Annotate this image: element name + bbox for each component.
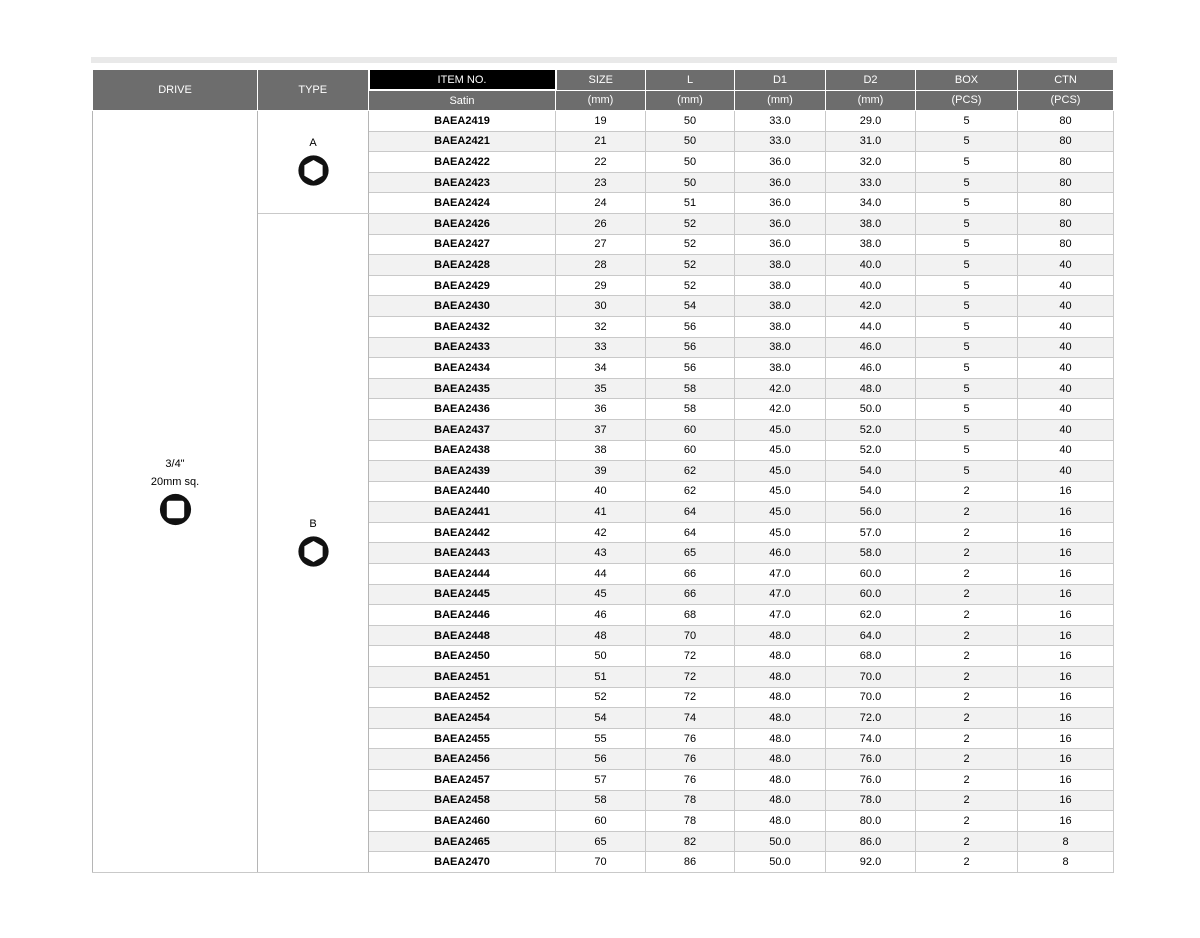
- drive-cell-content: [93, 457, 257, 526]
- item-no-cell: BAEA2421: [369, 131, 556, 152]
- box-cell: 5: [916, 193, 1018, 214]
- ctn-cell: 16: [1018, 708, 1114, 729]
- box-cell: 2: [916, 790, 1018, 811]
- drive-column-header: DRIVE: [93, 69, 258, 111]
- type-cell-a: [258, 111, 369, 214]
- table-header: [93, 69, 1114, 111]
- l-cell: 52: [646, 234, 735, 255]
- l-cell: 68: [646, 605, 735, 626]
- l-cell: 50: [646, 111, 735, 132]
- item-no-cell: BAEA2435: [369, 378, 556, 399]
- l-cell: 82: [646, 831, 735, 852]
- d2-cell: 31.0: [826, 131, 916, 152]
- l-cell: 76: [646, 770, 735, 791]
- item-no-cell: BAEA2422: [369, 152, 556, 173]
- size-cell: 41: [556, 502, 646, 523]
- box-cell: 2: [916, 811, 1018, 832]
- ctn-column-header: CTN: [1018, 69, 1114, 90]
- item-no-cell: BAEA2434: [369, 358, 556, 379]
- drive-cell: [93, 111, 258, 873]
- ctn-cell: 80: [1018, 111, 1114, 132]
- size-cell: 54: [556, 708, 646, 729]
- item-no-cell: BAEA2442: [369, 522, 556, 543]
- d2-cell: 80.0: [826, 811, 916, 832]
- d2-cell: 50.0: [826, 399, 916, 420]
- ctn-cell: 40: [1018, 419, 1114, 440]
- d1-cell: 48.0: [735, 625, 826, 646]
- d1-cell: 36.0: [735, 234, 826, 255]
- ctn-cell: 8: [1018, 852, 1114, 873]
- ctn-cell: 16: [1018, 811, 1114, 832]
- d2-cell: 52.0: [826, 440, 916, 461]
- d1-cell: 50.0: [735, 831, 826, 852]
- size-cell: 23: [556, 172, 646, 193]
- d1-cell: 33.0: [735, 131, 826, 152]
- l-cell: 50: [646, 152, 735, 173]
- ctn-cell: 80: [1018, 152, 1114, 173]
- box-cell: 2: [916, 831, 1018, 852]
- type-cell-b: [258, 213, 369, 872]
- item-no-cell: BAEA2429: [369, 275, 556, 296]
- ctn-cell: 16: [1018, 625, 1114, 646]
- d2-cell: 60.0: [826, 564, 916, 585]
- size-cell: 58: [556, 790, 646, 811]
- ctn-unit-subheader: (PCS): [1018, 90, 1114, 111]
- size-cell: 21: [556, 131, 646, 152]
- item-no-cell: BAEA2423: [369, 172, 556, 193]
- d1-cell: 38.0: [735, 275, 826, 296]
- box-cell: 5: [916, 234, 1018, 255]
- l-cell: 60: [646, 440, 735, 461]
- box-cell: 5: [916, 255, 1018, 276]
- d2-unit-subheader: (mm): [826, 90, 916, 111]
- ctn-cell: 40: [1018, 255, 1114, 276]
- ctn-cell: 80: [1018, 193, 1114, 214]
- ctn-cell: 16: [1018, 522, 1114, 543]
- item-no-cell: BAEA2450: [369, 646, 556, 667]
- size-cell: 24: [556, 193, 646, 214]
- box-cell: 2: [916, 667, 1018, 688]
- d2-cell: 70.0: [826, 667, 916, 688]
- type-label: A: [309, 137, 317, 150]
- hex-socket-icon: [297, 535, 330, 568]
- d2-cell: 54.0: [826, 481, 916, 502]
- size-cell: 48: [556, 625, 646, 646]
- d2-cell: 34.0: [826, 193, 916, 214]
- l-cell: 74: [646, 708, 735, 729]
- item-no-cell: BAEA2460: [369, 811, 556, 832]
- item-no-cell: BAEA2426: [369, 213, 556, 234]
- d1-cell: 48.0: [735, 790, 826, 811]
- d1-cell: 33.0: [735, 111, 826, 132]
- box-cell: 5: [916, 172, 1018, 193]
- hex-socket-icon: [297, 154, 330, 187]
- size-column-header: SIZE: [556, 69, 646, 90]
- box-cell: 2: [916, 749, 1018, 770]
- item-no-cell: BAEA2433: [369, 337, 556, 358]
- box-cell: 2: [916, 625, 1018, 646]
- ctn-cell: 16: [1018, 790, 1114, 811]
- d2-cell: 44.0: [826, 316, 916, 337]
- item-no-cell: BAEA2443: [369, 543, 556, 564]
- size-cell: 22: [556, 152, 646, 173]
- item-no-cell: BAEA2445: [369, 584, 556, 605]
- d1-cell: 45.0: [735, 440, 826, 461]
- l-cell: 66: [646, 564, 735, 585]
- box-cell: 2: [916, 708, 1018, 729]
- box-cell: 2: [916, 543, 1018, 564]
- size-cell: 56: [556, 749, 646, 770]
- l-cell: 58: [646, 378, 735, 399]
- size-cell: 70: [556, 852, 646, 873]
- spec-table: [92, 68, 1114, 873]
- l-cell: 56: [646, 358, 735, 379]
- size-cell: 30: [556, 296, 646, 317]
- l-cell: 78: [646, 811, 735, 832]
- d2-cell: 76.0: [826, 749, 916, 770]
- type-label: B: [309, 518, 317, 531]
- box-cell: 5: [916, 296, 1018, 317]
- item-no-cell: BAEA2437: [369, 419, 556, 440]
- l-cell: 72: [646, 687, 735, 708]
- size-cell: 55: [556, 728, 646, 749]
- d1-cell: 48.0: [735, 728, 826, 749]
- box-cell: 5: [916, 316, 1018, 337]
- d1-cell: 38.0: [735, 296, 826, 317]
- d2-cell: 40.0: [826, 255, 916, 276]
- d1-cell: 46.0: [735, 543, 826, 564]
- d1-cell: 42.0: [735, 399, 826, 420]
- l-cell: 76: [646, 749, 735, 770]
- box-cell: 2: [916, 770, 1018, 791]
- box-cell: 5: [916, 275, 1018, 296]
- l-cell: 62: [646, 461, 735, 482]
- d1-cell: 48.0: [735, 667, 826, 688]
- size-cell: 35: [556, 378, 646, 399]
- box-cell: 5: [916, 419, 1018, 440]
- ctn-cell: 16: [1018, 667, 1114, 688]
- d1-cell: 48.0: [735, 770, 826, 791]
- item-no-cell: BAEA2457: [369, 770, 556, 791]
- item-no-cell: BAEA2448: [369, 625, 556, 646]
- box-cell: 2: [916, 564, 1018, 585]
- d2-column-header: D2: [826, 69, 916, 90]
- size-cell: 50: [556, 646, 646, 667]
- d2-cell: 68.0: [826, 646, 916, 667]
- item-no-cell: BAEA2428: [369, 255, 556, 276]
- size-cell: 45: [556, 584, 646, 605]
- item-no-cell: BAEA2455: [369, 728, 556, 749]
- d2-cell: 40.0: [826, 275, 916, 296]
- d2-cell: 78.0: [826, 790, 916, 811]
- box-cell: 5: [916, 337, 1018, 358]
- box-cell: 2: [916, 687, 1018, 708]
- size-cell: 34: [556, 358, 646, 379]
- finish-subheader: Satin: [369, 90, 556, 111]
- item-no-cell: BAEA2458: [369, 790, 556, 811]
- d2-cell: 29.0: [826, 111, 916, 132]
- d1-cell: 48.0: [735, 708, 826, 729]
- d2-cell: 74.0: [826, 728, 916, 749]
- ctn-cell: 40: [1018, 440, 1114, 461]
- size-cell: 42: [556, 522, 646, 543]
- item-no-cell: BAEA2427: [369, 234, 556, 255]
- box-cell: 5: [916, 461, 1018, 482]
- size-cell: 52: [556, 687, 646, 708]
- size-cell: 60: [556, 811, 646, 832]
- d2-cell: 62.0: [826, 605, 916, 626]
- ctn-cell: 16: [1018, 564, 1114, 585]
- l-cell: 52: [646, 213, 735, 234]
- ctn-cell: 16: [1018, 543, 1114, 564]
- table-body: [93, 111, 1114, 873]
- d1-cell: 50.0: [735, 852, 826, 873]
- ctn-cell: 80: [1018, 234, 1114, 255]
- item-no-cell: BAEA2430: [369, 296, 556, 317]
- item-no-cell: BAEA2452: [369, 687, 556, 708]
- d1-unit-subheader: (mm): [735, 90, 826, 111]
- ctn-cell: 40: [1018, 358, 1114, 379]
- size-cell: 39: [556, 461, 646, 482]
- ctn-cell: 16: [1018, 646, 1114, 667]
- size-cell: 46: [556, 605, 646, 626]
- d1-cell: 45.0: [735, 419, 826, 440]
- box-cell: 5: [916, 358, 1018, 379]
- ctn-cell: 40: [1018, 399, 1114, 420]
- l-cell: 78: [646, 790, 735, 811]
- item-no-column-header: ITEM NO.: [369, 69, 556, 90]
- d2-cell: 56.0: [826, 502, 916, 523]
- d1-cell: 36.0: [735, 193, 826, 214]
- l-cell: 52: [646, 255, 735, 276]
- item-no-cell: BAEA2436: [369, 399, 556, 420]
- l-cell: 86: [646, 852, 735, 873]
- size-cell: 65: [556, 831, 646, 852]
- box-cell: 2: [916, 646, 1018, 667]
- box-cell: 5: [916, 378, 1018, 399]
- l-cell: 72: [646, 646, 735, 667]
- d2-cell: 46.0: [826, 358, 916, 379]
- box-cell: 2: [916, 481, 1018, 502]
- box-cell: 5: [916, 131, 1018, 152]
- box-cell: 2: [916, 605, 1018, 626]
- l-cell: 62: [646, 481, 735, 502]
- ctn-cell: 16: [1018, 584, 1114, 605]
- ctn-cell: 80: [1018, 213, 1114, 234]
- size-cell: 40: [556, 481, 646, 502]
- size-unit-subheader: (mm): [556, 90, 646, 111]
- ctn-cell: 80: [1018, 172, 1114, 193]
- d1-cell: 38.0: [735, 316, 826, 337]
- top-divider: [91, 57, 1117, 63]
- ctn-cell: 80: [1018, 131, 1114, 152]
- l-cell: 52: [646, 275, 735, 296]
- d2-cell: 48.0: [826, 378, 916, 399]
- d1-cell: 47.0: [735, 605, 826, 626]
- item-no-cell: BAEA2441: [369, 502, 556, 523]
- d2-cell: 76.0: [826, 770, 916, 791]
- d1-cell: 45.0: [735, 522, 826, 543]
- size-cell: 51: [556, 667, 646, 688]
- ctn-cell: 40: [1018, 296, 1114, 317]
- size-cell: 43: [556, 543, 646, 564]
- l-cell: 64: [646, 522, 735, 543]
- l-column-header: L: [646, 69, 735, 90]
- l-cell: 72: [646, 667, 735, 688]
- ctn-cell: 40: [1018, 461, 1114, 482]
- drive-size-label: 3/4": [165, 457, 185, 470]
- size-cell: 29: [556, 275, 646, 296]
- l-cell: 50: [646, 131, 735, 152]
- size-cell: 33: [556, 337, 646, 358]
- ctn-cell: 16: [1018, 502, 1114, 523]
- item-no-cell: BAEA2440: [369, 481, 556, 502]
- d2-cell: 70.0: [826, 687, 916, 708]
- size-cell: 37: [556, 419, 646, 440]
- ctn-cell: 40: [1018, 316, 1114, 337]
- item-no-cell: BAEA2456: [369, 749, 556, 770]
- box-cell: 5: [916, 440, 1018, 461]
- square-drive-socket-icon: [159, 493, 192, 526]
- d2-cell: 54.0: [826, 461, 916, 482]
- l-cell: 56: [646, 316, 735, 337]
- size-cell: 26: [556, 213, 646, 234]
- box-cell: 2: [916, 502, 1018, 523]
- l-cell: 60: [646, 419, 735, 440]
- d1-cell: 38.0: [735, 358, 826, 379]
- d1-cell: 48.0: [735, 687, 826, 708]
- d2-cell: 46.0: [826, 337, 916, 358]
- ctn-cell: 16: [1018, 481, 1114, 502]
- drive-square-label: 20mm sq.: [150, 475, 200, 488]
- table-row: [93, 111, 1114, 132]
- d2-cell: 42.0: [826, 296, 916, 317]
- l-cell: 51: [646, 193, 735, 214]
- d1-column-header: D1: [735, 69, 826, 90]
- size-cell: 36: [556, 399, 646, 420]
- box-cell: 5: [916, 152, 1018, 173]
- l-cell: 64: [646, 502, 735, 523]
- d2-cell: 86.0: [826, 831, 916, 852]
- d2-cell: 32.0: [826, 152, 916, 173]
- box-column-header: BOX: [916, 69, 1018, 90]
- box-cell: 2: [916, 852, 1018, 873]
- d1-cell: 45.0: [735, 461, 826, 482]
- d2-cell: 57.0: [826, 522, 916, 543]
- d1-cell: 38.0: [735, 337, 826, 358]
- d2-cell: 92.0: [826, 852, 916, 873]
- size-cell: 32: [556, 316, 646, 337]
- d2-cell: 33.0: [826, 172, 916, 193]
- item-no-cell: BAEA2444: [369, 564, 556, 585]
- d1-cell: 48.0: [735, 749, 826, 770]
- l-cell: 65: [646, 543, 735, 564]
- item-no-cell: BAEA2454: [369, 708, 556, 729]
- ctn-cell: 16: [1018, 728, 1114, 749]
- item-no-cell: BAEA2424: [369, 193, 556, 214]
- ctn-cell: 16: [1018, 770, 1114, 791]
- l-cell: 56: [646, 337, 735, 358]
- l-cell: 76: [646, 728, 735, 749]
- item-no-cell: BAEA2439: [369, 461, 556, 482]
- ctn-cell: 40: [1018, 275, 1114, 296]
- ctn-cell: 8: [1018, 831, 1114, 852]
- box-cell: 5: [916, 111, 1018, 132]
- l-cell: 66: [646, 584, 735, 605]
- ctn-cell: 40: [1018, 378, 1114, 399]
- type-column-header: TYPE: [258, 69, 369, 111]
- size-cell: 28: [556, 255, 646, 276]
- item-no-cell: BAEA2470: [369, 852, 556, 873]
- ctn-cell: 16: [1018, 687, 1114, 708]
- ctn-cell: 16: [1018, 749, 1114, 770]
- d2-cell: 64.0: [826, 625, 916, 646]
- d1-cell: 36.0: [735, 172, 826, 193]
- item-no-cell: BAEA2438: [369, 440, 556, 461]
- item-no-cell: BAEA2446: [369, 605, 556, 626]
- d2-cell: 38.0: [826, 234, 916, 255]
- box-cell: 2: [916, 728, 1018, 749]
- d1-cell: 36.0: [735, 152, 826, 173]
- size-cell: 38: [556, 440, 646, 461]
- d2-cell: 52.0: [826, 419, 916, 440]
- l-cell: 58: [646, 399, 735, 420]
- d1-cell: 48.0: [735, 646, 826, 667]
- d1-cell: 36.0: [735, 213, 826, 234]
- size-cell: 57: [556, 770, 646, 791]
- l-cell: 70: [646, 625, 735, 646]
- size-cell: 19: [556, 111, 646, 132]
- d2-cell: 58.0: [826, 543, 916, 564]
- d2-cell: 60.0: [826, 584, 916, 605]
- box-cell: 2: [916, 584, 1018, 605]
- d2-cell: 38.0: [826, 213, 916, 234]
- l-unit-subheader: (mm): [646, 90, 735, 111]
- item-no-cell: BAEA2419: [369, 111, 556, 132]
- d1-cell: 38.0: [735, 255, 826, 276]
- item-no-cell: BAEA2451: [369, 667, 556, 688]
- d1-cell: 45.0: [735, 502, 826, 523]
- size-cell: 44: [556, 564, 646, 585]
- ctn-cell: 16: [1018, 605, 1114, 626]
- l-cell: 50: [646, 172, 735, 193]
- d1-cell: 47.0: [735, 564, 826, 585]
- d2-cell: 72.0: [826, 708, 916, 729]
- d1-cell: 47.0: [735, 584, 826, 605]
- box-unit-subheader: (PCS): [916, 90, 1018, 111]
- d1-cell: 42.0: [735, 378, 826, 399]
- size-cell: 27: [556, 234, 646, 255]
- l-cell: 54: [646, 296, 735, 317]
- box-cell: 5: [916, 213, 1018, 234]
- d1-cell: 48.0: [735, 811, 826, 832]
- ctn-cell: 40: [1018, 337, 1114, 358]
- item-no-cell: BAEA2432: [369, 316, 556, 337]
- item-no-cell: BAEA2465: [369, 831, 556, 852]
- d1-cell: 45.0: [735, 481, 826, 502]
- box-cell: 2: [916, 522, 1018, 543]
- box-cell: 5: [916, 399, 1018, 420]
